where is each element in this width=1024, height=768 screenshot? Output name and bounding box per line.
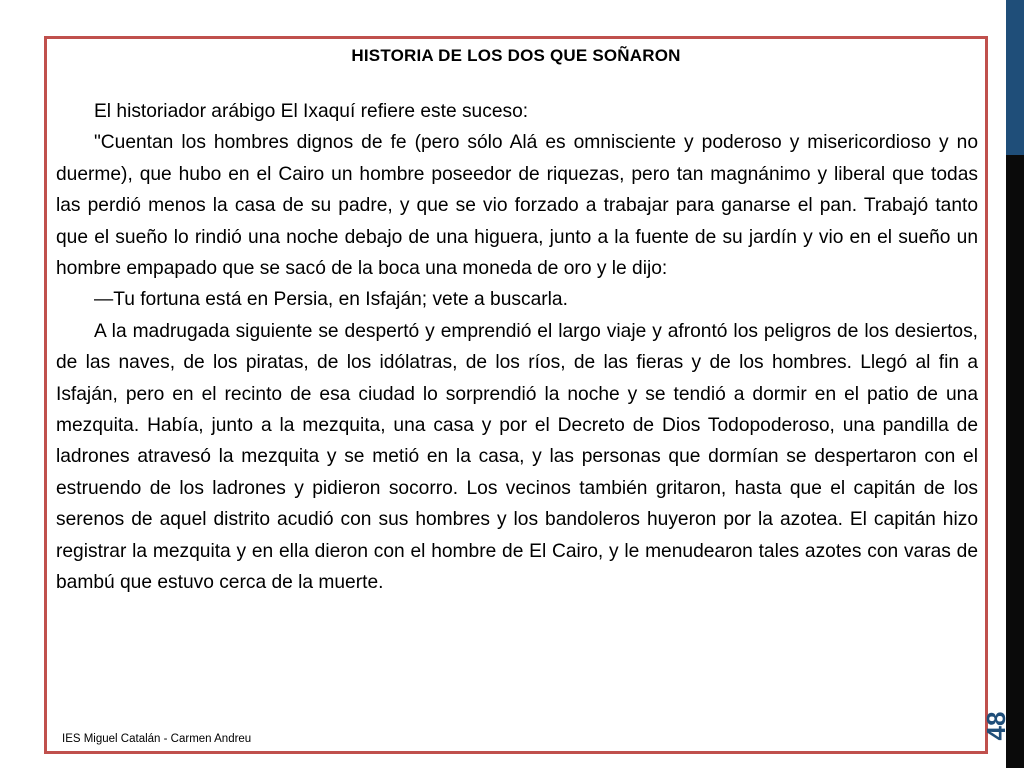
accent-bar-blue — [1006, 0, 1024, 155]
page-number: 48 — [980, 711, 1011, 741]
document-title: HISTORIA DE LOS DOS QUE SOÑARON — [351, 46, 681, 65]
footer-credit: IES Miguel Catalán - Carmen Andreu — [62, 733, 252, 745]
accent-bar-black — [1006, 155, 1024, 768]
paragraph-story-1: "Cuentan los hombres dignos de fe (pero sólo Alá es omnisciente y poderoso y misericordioso y no duerme), que hubo en el Cairo un hombre poseedor de riquezas, pero tan magnánimo y liberal que todas las perdió menos la casa de su padre, y que se vio forzado a trabajar para ganarse el pan. Trabajó tanto que el sueño lo rindió una noche debajo de una higuera, junto a la fuente de su jardín y vio en el sueño un hombre empapado que se sacó de la boca una moneda de oro y le dijo: — [56, 132, 978, 280]
paragraph-story-2: A la madrugada siguiente se despertó y emprendió el largo viaje y afrontó los peligros de los desiertos, de las naves, de los piratas, de los idólatras, de los ríos, de las fieras y de los hombres. Llegó al fin a Isfaján, pero en el recinto de esa ciudad lo sorprendió la noche y se tendió a dormir en el patio de una mezquita. Había, junto a la mezquita, una casa y por el Decreto de Dios Todopoderoso, una pandilla de ladrones atravesó la mezquita y se metió en la casa, y las personas que dormían se despertaron con el estruendo de los ladrones y pidieron socorro. Los vecinos también gritaron, hasta que el capitán de los serenos de aquel distrito acudió con sus hombres y los bandoleros huyeron por la azotea. El capitán hizo registrar la mezquita y en ella dieron con el hombre de El Cairo, y le menudearon tales azotes con varas de bambú que estuvo cerca de la muerte. — [56, 320, 978, 594]
paragraph-intro: El historiador arábigo El Ixaquí refiere este suceso: — [94, 101, 529, 122]
paragraph-dialogue: —Tu fortuna está en Persia, en Isfaján; vete a buscarla. — [94, 289, 568, 311]
document-body — [56, 96, 978, 599]
